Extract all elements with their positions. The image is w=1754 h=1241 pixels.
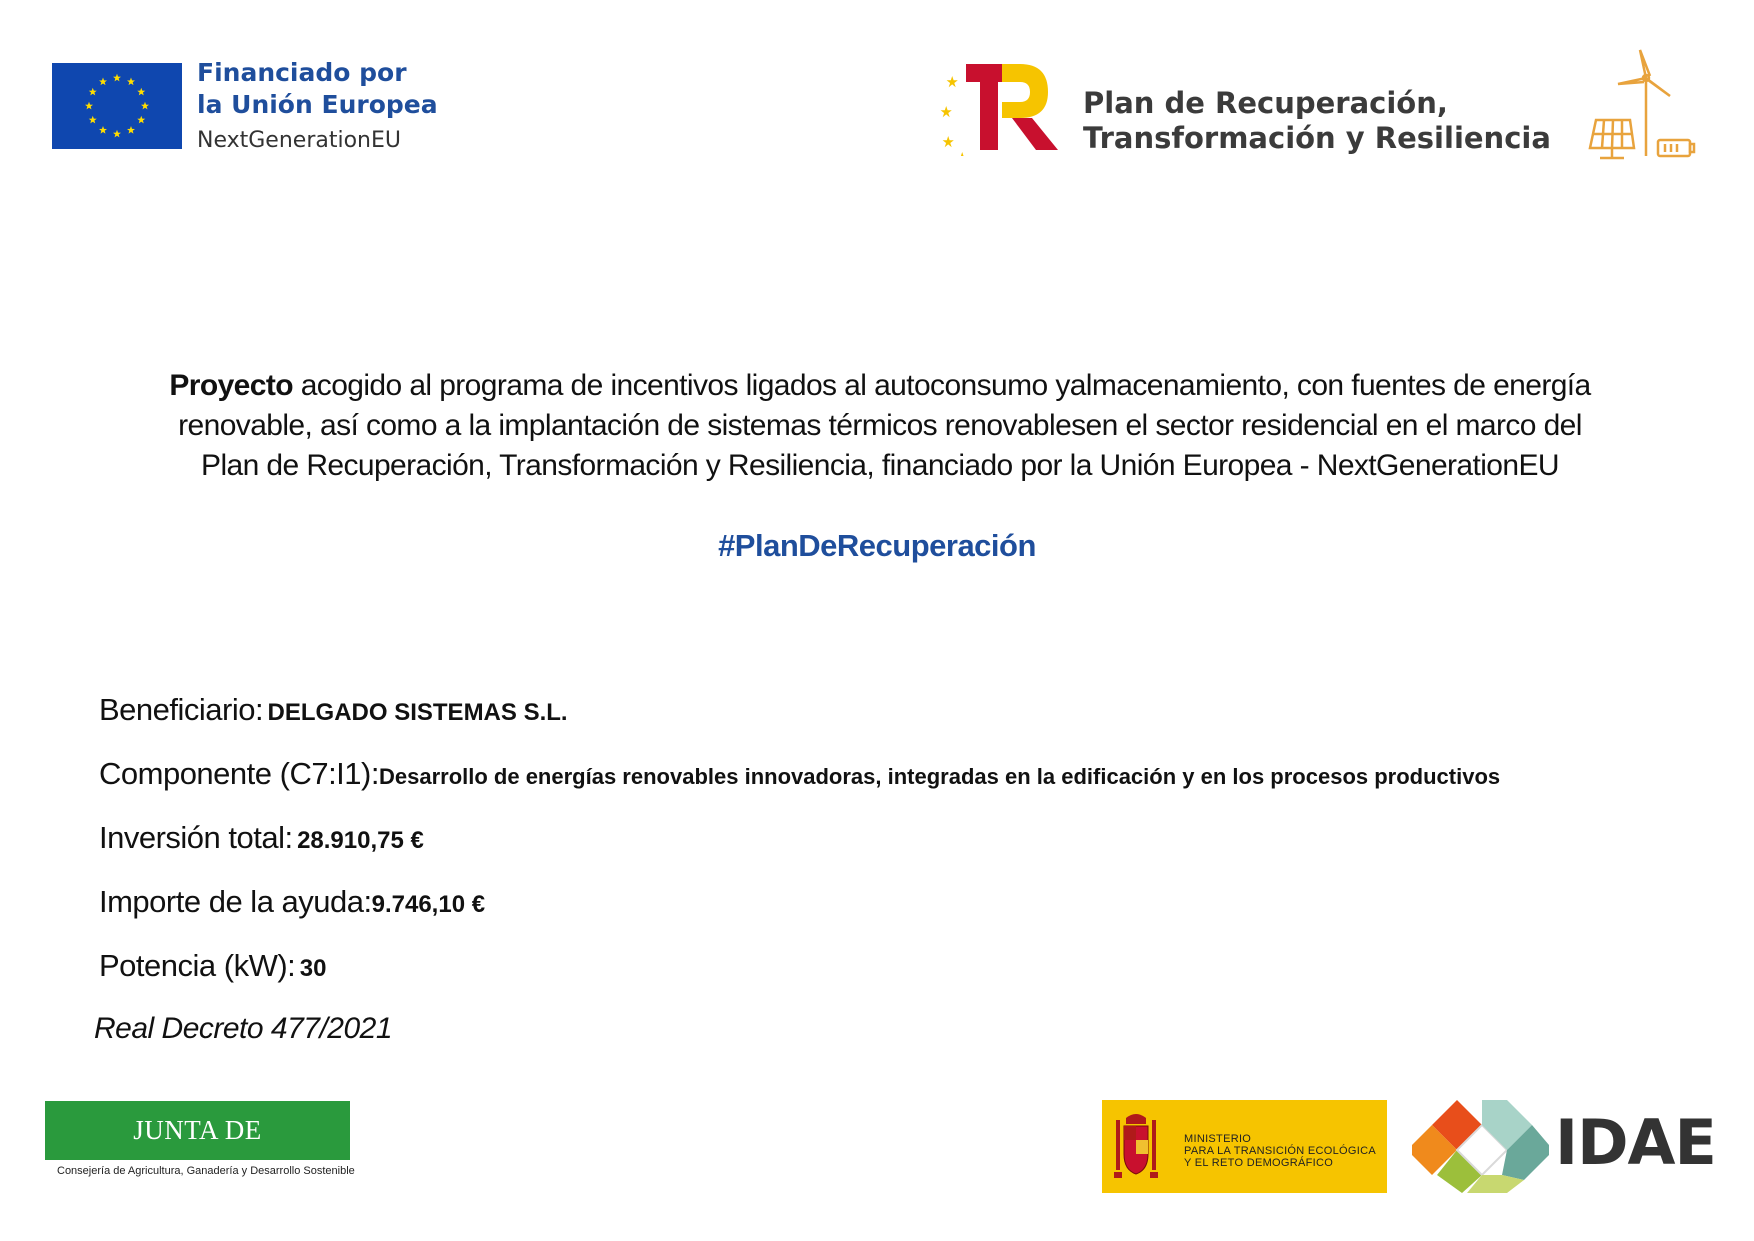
project-line1-text: acogido al programa de incentivos ligados al autoconsumo yalmacenamiento, con fuentes de energía [292, 369, 1591, 402]
junta-extremadura-logo: JUNTA DE EXTREMADURA [45, 1101, 350, 1160]
aid-label: Importe de la ayuda: [99, 884, 372, 919]
beneficiary-label: Beneficiario: [99, 692, 264, 727]
prtr-title-line1: Plan de Recuperación, [1083, 86, 1448, 120]
eu-funding-line1: Financiado por [197, 58, 407, 87]
eu-funding-line3: NextGenerationEU [197, 128, 401, 153]
eu-flag-icon [52, 63, 182, 149]
aid-row [99, 884, 485, 920]
idae-wordmark: IDAE [1555, 1106, 1716, 1179]
power-value: 30 [299, 955, 327, 982]
eu-funding-line2: la Unión Europea [197, 90, 438, 119]
power-row [99, 948, 326, 984]
wind-solar-battery-icon [1578, 48, 1698, 163]
investment-row [99, 820, 424, 856]
ministry-line2: PARA LA TRANSICIÓN ECOLÓGICA [1184, 1145, 1376, 1157]
project-description [80, 366, 1680, 486]
investment-label: Inversión total: [99, 820, 293, 855]
royal-decree: Real Decreto 477/2021 [94, 1012, 393, 1045]
idae-logo-icon [1412, 1100, 1549, 1193]
prtr-title-line2: Transformación y Resiliencia [1083, 121, 1551, 155]
component-row [99, 756, 1500, 792]
project-description-line3: Plan de Recuperación, Transformación y Resiliencia, financiado por la Unión Europea - NextGenerationEU [201, 449, 1559, 482]
component-value: Desarrollo de energías renovables innovadoras, integradas en la edificación y en los procesos productivos [378, 764, 1501, 789]
prtr-logo-icon [940, 60, 1060, 156]
ministry-line3: Y EL RETO DEMOGRÁFICO [1184, 1157, 1334, 1169]
junta-extremadura-subtitle: Consejería de Agricultura, Ganadería y Desarrollo Sostenible [57, 1165, 355, 1177]
beneficiary-value: DELGADO SISTEMAS S.L. [267, 699, 568, 726]
spain-coat-of-arms-icon [1112, 1110, 1160, 1184]
project-description-line1 [80, 366, 1680, 406]
aid-value: 9.746,10 € [371, 891, 486, 918]
project-lead: Proyecto [169, 369, 293, 402]
beneficiary-row [99, 692, 568, 728]
hashtag: #PlanDeRecuperación [718, 528, 1036, 563]
power-label: Potencia (kW): [99, 948, 296, 983]
investment-value: 28.910,75 € [297, 827, 424, 854]
project-description-line2: renovable, así como a la implantación de sistemas térmicos renovablesen el sector residencial en el marco del [178, 409, 1582, 442]
component-label: Componente (C7:I1): [99, 756, 379, 791]
ministry-line1: MINISTERIO [1184, 1133, 1252, 1145]
